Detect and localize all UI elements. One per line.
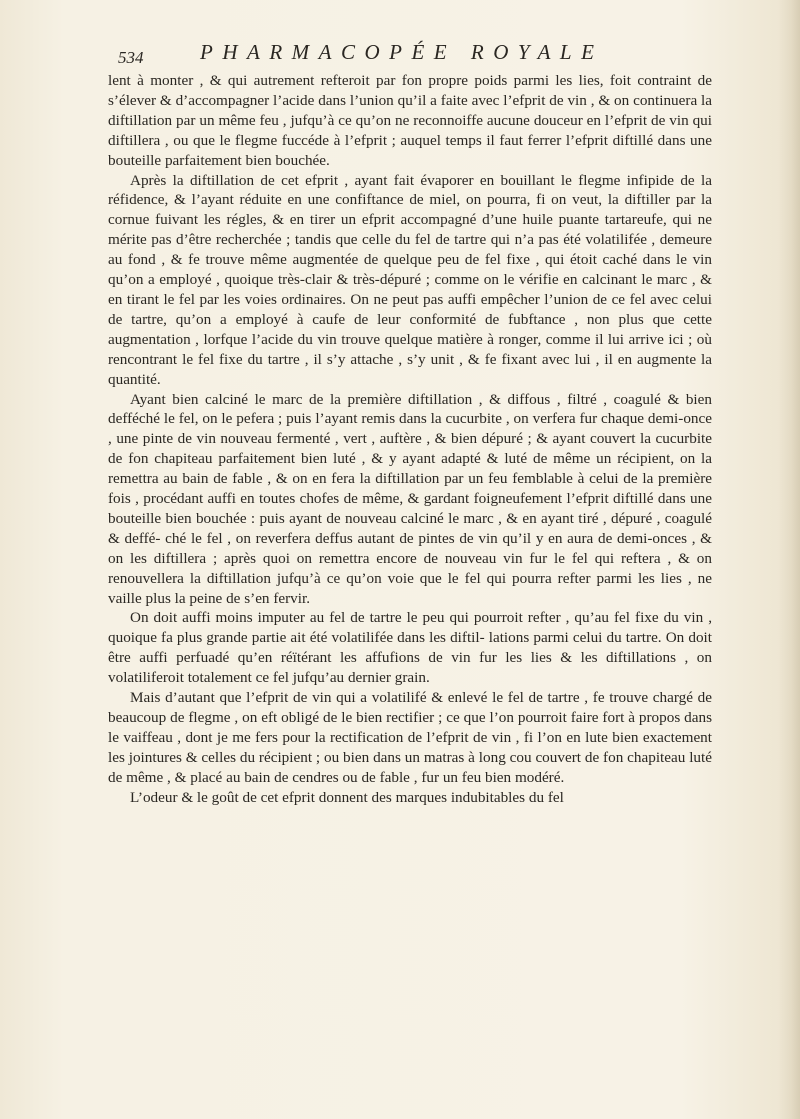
running-title: PHARMACOPÉE ROYALE [200, 40, 604, 64]
page-edge-shadow [778, 0, 800, 1119]
paragraph: L’odeur & le goût de cet efprit donnent des marques indubitables du fel [130, 788, 564, 806]
paragraph: Ayant bien calciné le marc de la première diftillation , & diffous , filtré , coagulé & bien defféché le fel, on le pefera ; puis l’ayant remis dans la cucurbite , on verfera fur chaque demi-once , une pinte de vin nouveau fermenté , vert , auftère , & bien dépuré ; & ayant couvert la cucurbite de fon chapiteau parfaitement bien luté , & y ayant adapté & luté de même un récipient, on la remettra au bain de fable , & on en fera la diftillation par un feu femblable à celui de la première fois , procédant auffi en toutes chofes de même, & gardant foigneufement l’efprit diftillé dans une bouteille bien bouchée : puis ayant de nouveau calciné le marc , & en ayant tiré , dépuré , coagulé & deffé- ché le fel , on reverfera deffus autant de pintes de vin qu’il y en aura de demi-onces , & on les diftillera ; après quoi on remettra encore de nouveau vin fur le fel qui reftera , & on renouvellera la diftillation jufqu’à ce qu’on voie que le fel qui pourra refter parmi les lies , ne vaille plus la peine de s’en fervir. [108, 390, 712, 607]
paragraph: Mais d’autant que l’efprit de vin qui a volatilifé & enlevé le fel de tartre , fe trouve chargé de beaucoup de flegme , on eft obligé de le bien rectifier ; ce que l’on pourroit faire fort à propos dans le vaiffeau , dont je me fers pour la rectification de l’efprit de vin , fi l’on en lute bien exactement les jointures & celles du récipient ; ou bien dans un matras à long cou couvert de fon chapiteau luté de même , & placé au bain de cendres ou de fable , fur un feu bien modéré. [108, 689, 712, 786]
page-number: 534 [118, 48, 144, 67]
paragraph: On doit auffi moins imputer au fel de tartre le peu qui pourroit refter , qu’au fel fixe du vin , quoique fa plus grande partie ait été volatilifée dans les diftil- lations parmi celui du tartre. On doit être auffi perfuadé qu’en réïtérant les affufions de vin fur les lies & les diftillations , on volatiliferoit totalement ce fel jufqu’au dernier grain. [108, 609, 712, 687]
paragraph: Après la diftillation de cet efprit , ayant fait évaporer en bouillant le flegme infipide de la réfidence, & l’ayant réduite en une confiftance de miel, on pourra, fi on veut, la diftiller par la cornue fuivant les régles, & en tirer un efprit accompagné d’une huile puante tartareufe, qui ne mérite pas d’être recherchée ; tandis que celle du fel de tartre qui n’a pas été volatilifée , demeure au fond , & fe trouve même augmentée de quelque peu de fel fixe , qui étoit caché dans le vin qu’on a employé , quoique très-clair & très-dépuré ; comme on le vérifie en calcinant le marc , & en tirant le fel par les voies ordinaires. On ne peut pas auffi empêcher l’union de ce fel avec celui de tartre, qu’on a employé à caufe de leur conformité de fubftance , non plus que cette augmentation , lorfque l’acide du vin trouve quelque matière à ronger, comme il lui arrive ici ; où rencontrant le fel fixe du tartre , il s’y attache , s’y unit , & fe fixant avec lui , il en augmente la quantité. [108, 171, 712, 388]
paragraph: lent à monter , & qui autrement refteroit par fon propre poids parmi les lies, foit contraint de s’élever & d’accompagner l’acide dans l’union qu’il a faite avec l’efprit de vin , & on continuera la diftillation par un même feu , jufqu’à ce qu’on ne reconnoiffe aucune douceur en l’efprit de vin qui diftillera , ou que le flegme fuccéde à l’efprit ; auquel temps il faut ferrer l’efprit diftillé dans une bouteille parfaitement bien bouchée. [108, 72, 712, 169]
body-text [108, 71, 712, 808]
